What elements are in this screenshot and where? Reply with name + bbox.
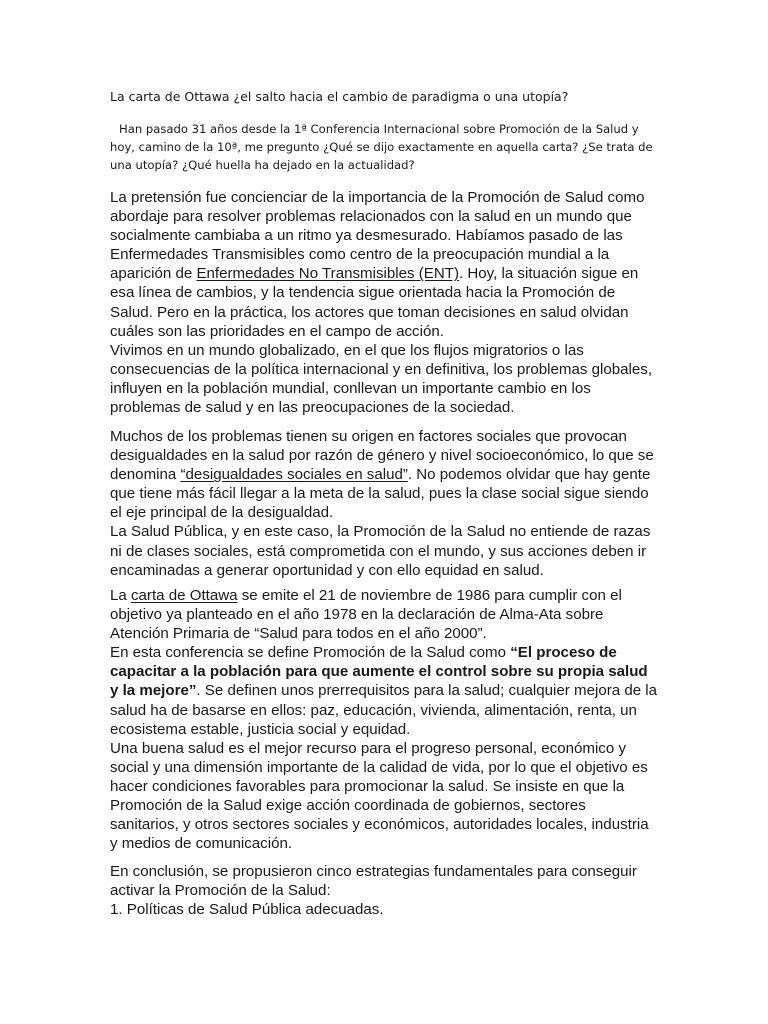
paragraph-1-text-c: Vivimos en un mundo globalizado, en el que los flujos migratorios o las consecuencias de la política internacional y en definitiva, los problemas globales, influyen en la población mundial, conllevan un importante cambio en los problemas de salud y en las preocupaciones de la sociedad. — [110, 341, 653, 417]
desigualdades-link[interactable]: “desigualdades sociales en salud” — [180, 466, 408, 484]
paragraph-1-text-a: La pretensión fue concienciar de la importancia de la Promoción de Salud como abordaje para resolver problemas relacionados con la salud en un mundo que socialmente cambiaba a un ritmo ya desmesurado. Habíamos pasado de las Enfermedades Transmisibles como centro de la preocupación mundial a la aparición de — [110, 189, 645, 283]
paragraph-3-text-d: . Se definen unos prerrequisitos para la salud; cualquier mejora de la salud ha de basarse en ellos: paz, educación, vivienda, alimentación, renta, un ecosistema estable, justicia social y equidad. — [110, 682, 658, 738]
document-title: La carta de Ottawa ¿el salto hacia el cambio de paradigma o una utopía? — [110, 89, 569, 104]
intro-paragraph: Han pasado 31 años desde la 1ª Conferencia Internacional sobre Promoción de la Salud y hoy, camino de la 10ª, me pregunto ¿Qué se dijo exactamente en aquella carta? ¿Se trata de una utopía? ¿Qué huella ha dejado en la actualidad? — [110, 122, 653, 172]
paragraph-2-text-a: Muchos de los problemas tienen su origen en factores sociales que provocan desigualdades en la salud por razón de género y nivel socioeconómico, lo que se denomina — [110, 428, 654, 484]
paragraph-3-text-c: En esta conferencia se define Promoción de la Salud como — [110, 644, 511, 662]
paragraph-2 — [110, 427, 658, 580]
paragraph-3 — [110, 586, 658, 853]
paragraph-3-text-a: La — [110, 587, 131, 604]
paragraph-2-text-c: La Salud Pública, y en este caso, la Promoción de la Salud no entiende de razas ni de clases sociales, está comprometida con el mundo, y sus acciones deben ir encaminadas a generar oportunidad y con ello equidad en salud. — [110, 523, 651, 579]
paragraph-3-text-b: se emite el 21 de noviembre de 1986 para cumplir con el objetivo ya planteado en el año 1978 en la declaración de Alma-Ata sobre Atención Primaria de “Salud para todos en el año 2000”. — [110, 587, 622, 643]
paragraph-1 — [110, 188, 658, 417]
paragraph-3-text-e: Una buena salud es el mejor recurso para el progreso personal, económico y social y una dimensión importante de la calidad de vida, por lo que el objetivo es hacer condiciones favorables para promocionar la salud. Se insiste en que la Promoción de la Salud exige acción coordinada de gobiernos, sectores sanitarios, y otros sectores sociales y económicos, autoridades locales, industria y medios de comunicación. — [110, 739, 649, 853]
paragraph-2-text-b: . No podemos olvidar que hay gente que tiene más fácil llegar a la meta de la salud, pues la clase social sigue siendo el eje principal de la desigualdad. — [110, 466, 651, 522]
paragraph-4 — [110, 862, 658, 919]
promocion-definition: “El proceso de capacitar a la población para que aumente el control sobre su propia salud y la mejore” — [110, 644, 648, 700]
strategy-item-1: 1. Políticas de Salud Pública adecuadas. — [110, 901, 384, 919]
carta-ottawa-link[interactable]: carta de Ottawa — [130, 587, 238, 604]
paragraph-4-text-a: En conclusión, se propusieron cinco estrategias fundamentales para conseguir activar la Promoción de la Salud: — [110, 863, 637, 900]
ent-link[interactable]: Enfermedades No Transmisibles (ENT) — [196, 265, 459, 283]
paragraph-1-text-b: . Hoy, la situación sigue en esa línea de cambios, y la tendencia sigue orientada hacia la Promoción de Salud. Pero en la práctica, los actores que toman decisiones en salud olvidan cuáles son las prioridades en el campo de acción. — [110, 265, 639, 340]
